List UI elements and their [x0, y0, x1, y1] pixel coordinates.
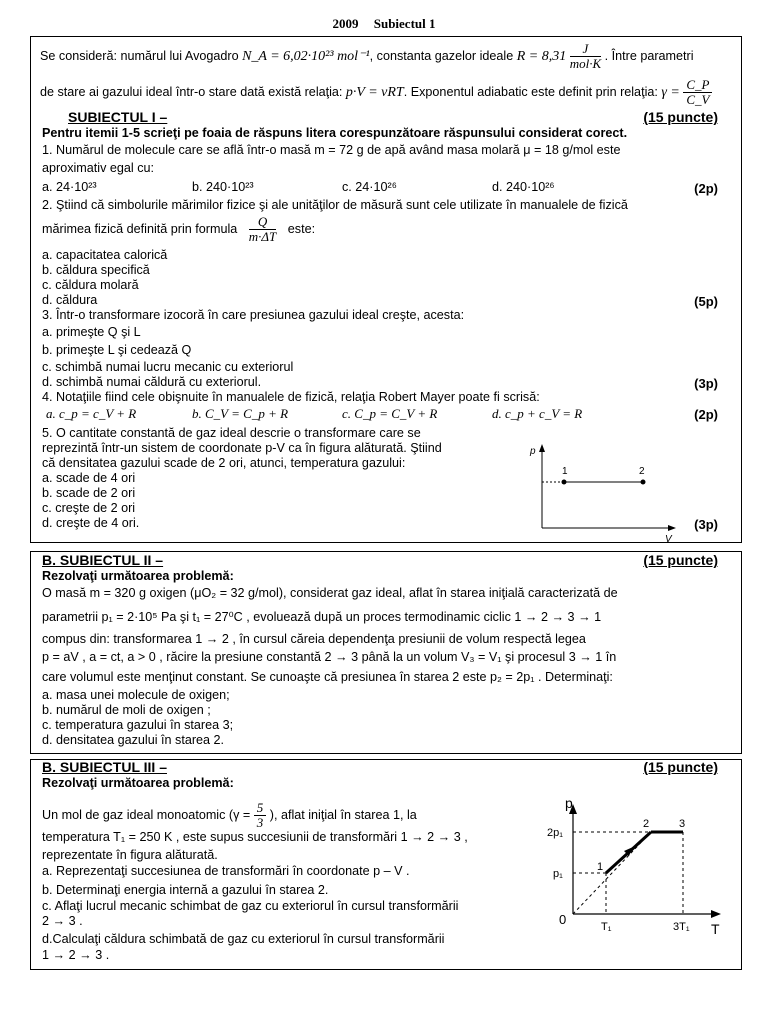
q5-point-1-label: 1 — [562, 466, 568, 477]
s2-line-2: parametrii p₁ = 2·10⁵ Pa şi t₁ = 27⁰C , evoluează după un proces termodinamic ciclic 1 → 2 → 3 → 1 — [42, 610, 602, 624]
q2-line-1: 2. Ştiind că simbolurile mărimilor fizice şi ale unităţilor de măsură sunt cele utilizate în manualele de fizică — [42, 198, 628, 212]
s2-points: (15 puncte) — [643, 552, 718, 568]
s2-line-4: p = aV , a = ct, a > 0 , răcire la presiune constantă 2 → 3 până la un volum V₃ = V₁ şi procesul 3 → 1 în — [42, 650, 617, 664]
s3-x-arrow — [711, 910, 721, 918]
s3-pt-diagram — [545, 796, 730, 936]
r-unit-fraction: $\frac{J}{\text{mol·K}}$ — [569, 41, 602, 71]
s2-item-b: b. numărul de moli de oxigen ; — [42, 703, 211, 717]
q4-option-d: d. c_p + c_V = R — [492, 406, 583, 421]
s3-item-d: d.Calculaţi căldura schimbată de gaz cu exteriorul în cursul transformării — [42, 932, 445, 946]
s3-gamma-fraction: $\frac{5}{3}$ — [254, 801, 267, 830]
q4-option-c: c. C_p = C_V + R — [342, 406, 438, 421]
q5-state-2-dot — [641, 480, 646, 485]
q1-option-c: c. 24·10²⁶ — [342, 180, 397, 194]
q2-line-2: mărimea fizică definită prin formula $\frac{Q}{m\cdot\Delta T}$ este: — [42, 214, 316, 244]
s3-origin-label: 0 — [559, 912, 567, 927]
q5-line-2: reprezintă într-un sistem de coordonate p-V ca în figura alăturată. Ştiind — [42, 441, 442, 455]
s3-item-c-cont: 2 → 3 . — [42, 914, 83, 928]
page-title — [0, 16, 768, 32]
q3-stem: 3. Într-o transformare izocoră în care presiunea gazului ideal creşte, acesta: — [42, 308, 465, 322]
q5-option-d: d. creşte de 4 ori. — [42, 516, 140, 530]
s3-point-3-label: 3 — [679, 818, 686, 830]
q1-option-d: d. 240·10²⁶ — [492, 180, 555, 194]
q1-option-b: b. 240·10²³ — [192, 180, 254, 194]
q3-option-c: c. schimbă numai lucru mecanic cu exteriorul — [42, 360, 294, 374]
s3-points: (15 puncte) — [643, 759, 718, 775]
q5-x-label: V — [665, 534, 672, 545]
s2-item-a: a. masa unei molecule de oxigen; — [42, 688, 230, 702]
s3-line-3: reprezentate în figura alăturată. — [42, 848, 218, 862]
q1-points: (2p) — [694, 181, 718, 196]
s2-line-3: compus din: transformarea 1 → 2 , în cursul căreia dependenţa presiunii de volum respectă legea — [42, 632, 586, 646]
q1-line-1: 1. Numărul de molecule care se află într-o masă m = 72 g de apă având masa molară μ = 18 g/mol este — [42, 143, 621, 157]
q2-option-d: d. căldura — [42, 293, 98, 307]
s1-instruction: Pentru itemii 1-5 scrieţi pe foaia de răspuns litera corespunzătoare răspunsului considerat corect. — [42, 126, 628, 140]
q5-state-1-dot — [562, 480, 567, 485]
s2-heading: B. SUBIECTUL II – — [42, 552, 164, 568]
q4-option-b: b. C_V = C_p + R — [192, 406, 289, 421]
s3-line-2: temperatura T₁ = 250 K , este supus succesiunii de transformări 1 → 2 → 3 , — [42, 830, 468, 844]
q5-y-arrow — [539, 444, 545, 452]
s2-item-d: d. densitatea gazului în starea 2. — [42, 733, 225, 747]
s3-item-b: b. Determinaţi energia internă a gazului în starea 2. — [42, 883, 329, 897]
q3-option-d: d. schimbă numai căldură cu exteriorul. — [42, 375, 262, 389]
q1-line-2: aproximativ egal cu: — [42, 161, 154, 175]
s3-p1-label: p₁ — [553, 868, 563, 880]
s1-points: (15 puncte) — [643, 109, 718, 125]
q3-points: (3p) — [694, 376, 718, 391]
q5-points: (3p) — [694, 517, 718, 532]
s2-instruction: Rezolvaţi următoarea problemă: — [42, 569, 234, 583]
q5-option-a: a. scade de 4 ori — [42, 471, 136, 485]
q2-points: (5p) — [694, 294, 718, 309]
s3-2p1-label: 2p₁ — [547, 827, 563, 839]
q5-option-b: b. scade de 2 ori — [42, 486, 136, 500]
s3-item-d-cont: 1 → 2 → 3 . — [42, 948, 110, 962]
s3-t1-label: T₁ — [601, 921, 612, 933]
s3-point-2-label: 2 — [643, 818, 650, 830]
s1-heading: SUBIECTUL I – — [68, 109, 168, 125]
s3-3t1-label: 3T₁ — [673, 921, 690, 933]
q5-point-2-label: 2 — [639, 466, 645, 477]
q2-formula: $\frac{Q}{m\cdot\Delta T}$ — [248, 214, 277, 244]
s3-instruction: Rezolvaţi următoarea problemă: — [42, 776, 234, 790]
s2-line-1: O masă m = 320 g oxigen (μO₂ = 32 g/mol), considerat gaz ideal, aflat în starea iniţială caracterizată de — [42, 586, 618, 600]
q2-option-b: b. căldura specifică — [42, 263, 150, 277]
s3-item-c: c. Aflaţi lucrul mecanic schimbat de gaz cu exteriorul în cursul transformării — [42, 899, 459, 913]
q5-line-1: 5. O cantitate constantă de gaz ideal descrie o transformare care se — [42, 426, 421, 440]
s3-heading: B. SUBIECTUL III – — [42, 759, 167, 775]
q4-option-a: a. c_p = c_V + R — [46, 406, 137, 421]
q5-pv-diagram — [520, 438, 680, 548]
q4-points: (2p) — [694, 407, 718, 422]
s3-x-axis-label: T — [711, 921, 720, 936]
q3-option-a: a. primeşte Q şi L — [42, 325, 141, 339]
q4-stem: 4. Notaţiile fiind cele obişnuite în manualele de fizică, relaţia Robert Mayer poate fi scrisă: — [42, 390, 540, 404]
q2-option-a: a. capacitatea calorică — [42, 248, 168, 262]
q1-option-a: a. 24·10²³ — [42, 180, 97, 194]
s3-line-1: Un mol de gaz ideal monoatomic (γ = $\frac{5}{3}$ ), aflat iniţial în starea 1, la — [42, 800, 417, 830]
q5-option-c: c. creşte de 2 ori — [42, 501, 136, 515]
gamma-fraction: $\frac{C\_P}{C\_V}$ — [683, 78, 712, 107]
s2-line-5: care volumul este menţinut constant. Se cunoaşte că presiunea în starea 2 este p₂ = 2p₁ . Determinaţi: — [42, 670, 613, 684]
exam-subject: Subiectul 1 — [373, 16, 436, 31]
s3-point-1-label: 1 — [597, 861, 604, 873]
q5-x-arrow — [668, 525, 676, 531]
q5-line-3: că densitatea gazului scade de 2 ori, atunci, temperatura gazului: — [42, 456, 406, 470]
q5-y-label: p — [530, 446, 536, 457]
s3-y-axis-label: p — [565, 796, 573, 811]
intro-line-2: de stare ai gazului ideal într-o stare dată există relaţia: p·V = νRT. Exponentul adiabatic este definit prin relaţia: γ = $\frac{C\_P}{C\_V}$ — [40, 78, 712, 107]
intro-line-1: Se consideră: numărul lui Avogadro N_A = 6,02·10²³ mol⁻¹, constanta gazelor ideale R = 8,31 $\frac{J}{\text{mol·K}}$ . Între parametri — [40, 41, 694, 71]
q3-option-b: b. primeşte L şi cedează Q — [42, 343, 192, 357]
s3-item-a: a. Reprezentaţi succesiunea de transformări în coordonate p – V . — [42, 864, 410, 878]
s2-item-c: c. temperatura gazului în starea 3; — [42, 718, 234, 732]
exam-year: 2009 — [332, 16, 359, 31]
q2-option-c: c. căldura molară — [42, 278, 139, 292]
